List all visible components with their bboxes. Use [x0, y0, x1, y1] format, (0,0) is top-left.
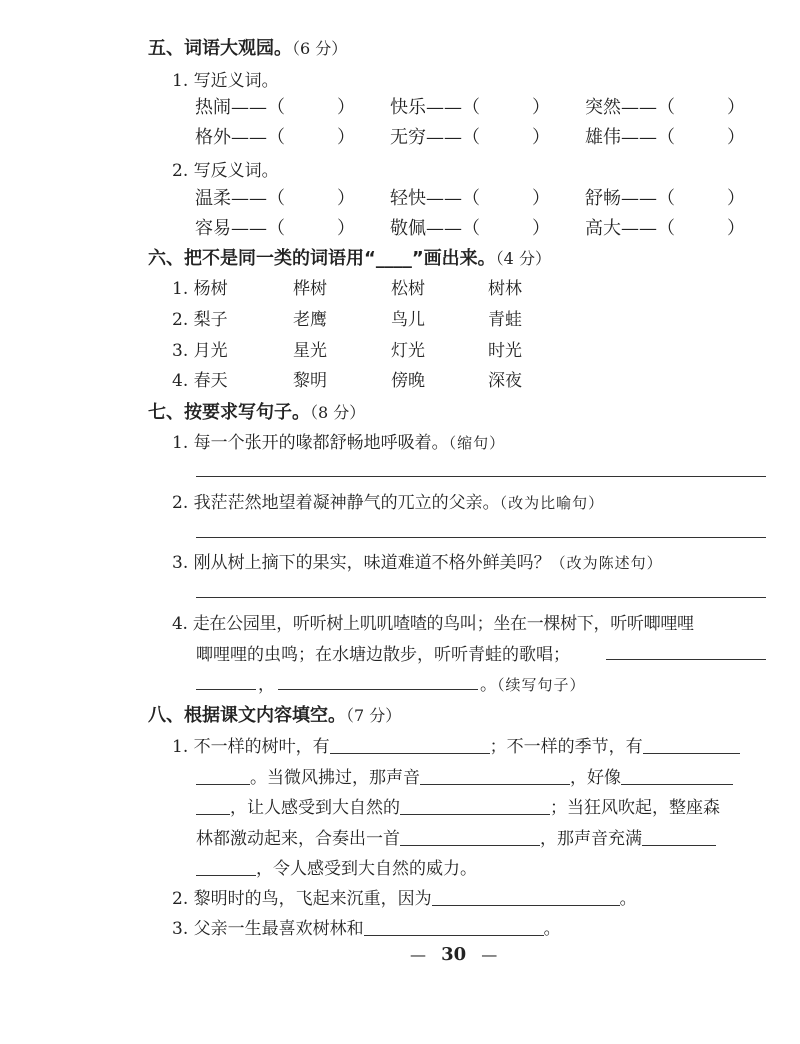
section-8-q1-line4: 林都激动起来，合奏出一首 ，那声音充满 [196, 824, 716, 849]
antonym-item: 高大——（ [585, 218, 675, 239]
close-paren: ） [727, 127, 745, 148]
synonym-item: 热闹——（ [195, 97, 285, 118]
close-paren: ） [337, 218, 355, 239]
section-8-title: 八、根据课文内容填空。 [148, 705, 346, 726]
section-8-q1-line2: 。当微风拂过，那声音 ，好像 [196, 763, 733, 788]
section-8-q1-line1: 1. 不一样的树叶，有 ；不一样的季节，有 [172, 732, 740, 757]
word-cell: 星光 [293, 341, 327, 361]
page-number-footer [410, 944, 497, 965]
synonym-item: 无穷——（ [390, 127, 480, 148]
word-cell: 青蛙 [488, 310, 522, 330]
section-5-heading [148, 34, 347, 60]
section-8-points: （7 分） [346, 706, 402, 725]
fill-blank[interactable] [420, 768, 570, 785]
section-7-heading [148, 398, 365, 424]
section-7-title: 七、按要求写句子。 [148, 402, 310, 423]
synonym-item: 快乐——（ [390, 97, 480, 118]
word-cell: 鸟儿 [391, 310, 425, 330]
close-paren: ） [727, 218, 745, 239]
answer-line[interactable] [606, 659, 766, 660]
fill-blank[interactable] [643, 737, 740, 754]
close-paren: ） [337, 127, 355, 148]
word-cell: 老鹰 [293, 310, 327, 330]
answer-line[interactable] [196, 476, 766, 477]
word-cell: 黎明 [293, 371, 327, 391]
synonym-item: 雄伟——（ [585, 127, 675, 148]
word-cell: 桦树 [293, 279, 327, 299]
close-paren: ） [532, 127, 550, 148]
section-6-title: 六、把不是同一类的词语用“____”画出来。 [148, 248, 496, 269]
section-5-q1-title: 1. 写近义词。 [172, 71, 279, 91]
word-cell: 2. 梨子 [172, 310, 228, 330]
word-cell: 松树 [391, 279, 425, 299]
word-cell: 傍晚 [391, 371, 425, 391]
word-cell: 3. 月光 [172, 341, 228, 361]
antonym-item: 温柔——（ [195, 188, 285, 209]
answer-line[interactable] [196, 689, 256, 690]
close-paren: ） [337, 97, 355, 118]
word-cell: 深夜 [488, 371, 522, 391]
close-paren: ） [727, 188, 745, 209]
word-cell: 1. 杨树 [172, 279, 228, 299]
fill-blank[interactable] [400, 829, 540, 846]
fill-blank[interactable] [330, 737, 490, 754]
word-cell: 4. 春天 [172, 371, 228, 391]
section-8-q2: 2. 黎明时的鸟，飞起来沉重，因为 。 [172, 889, 637, 909]
fill-blank[interactable] [400, 798, 550, 815]
section-7-q4-line1: 4. 走在公园里，听听树上叽叽喳喳的鸟叫；坐在一棵树下，听听唧哩哩 [172, 614, 694, 634]
antonym-item: 舒畅——（ [585, 188, 675, 209]
synonym-item: 突然——（ [585, 97, 675, 118]
close-paren: ） [727, 97, 745, 118]
answer-line[interactable] [196, 537, 766, 538]
word-cell: 树林 [488, 279, 522, 299]
section-5-title: 五、词语大观园。 [148, 38, 292, 59]
q4-comma: ， [258, 675, 275, 695]
page-dash-left: — [410, 945, 426, 964]
antonym-item: 敬佩——（ [390, 218, 480, 239]
close-paren: ） [532, 218, 550, 239]
q4-end: 。（续写句子） [480, 675, 586, 695]
section-5-points: （6 分） [292, 39, 348, 58]
synonym-item: 格外——（ [195, 127, 285, 148]
antonym-item: 轻快——（ [390, 188, 480, 209]
answer-line[interactable] [196, 597, 766, 598]
section-8-q1-line5: ，令人感受到大自然的威力。 [196, 854, 477, 879]
fill-blank[interactable] [432, 889, 620, 906]
section-8-heading [148, 701, 401, 727]
answer-line[interactable] [278, 689, 478, 690]
fill-blank[interactable] [621, 768, 733, 785]
section-7-q3: 3. 刚从树上摘下的果实，味道难道不格外鲜美吗？（改为陈述句） [172, 553, 663, 573]
antonym-item: 容易——（ [195, 218, 285, 239]
word-cell: 时光 [488, 341, 522, 361]
section-7-q1: 1. 每一个张开的喙都舒畅地呼吸着。（缩句） [172, 433, 506, 453]
section-7-q2: 2. 我茫茫然地望着凝神静气的兀立的父亲。（改为比喻句） [172, 493, 605, 513]
close-paren: ） [532, 188, 550, 209]
close-paren: ） [337, 188, 355, 209]
section-8-q3: 3. 父亲一生最喜欢树林和 。 [172, 919, 561, 939]
section-6-heading [148, 244, 551, 270]
fill-blank[interactable] [196, 798, 230, 815]
section-5-q2-title: 2. 写反义词。 [172, 161, 279, 181]
section-7-q4-line2: 唧哩哩的虫鸣；在水塘边散步，听听青蛙的歌唱； [196, 645, 570, 665]
page-number: 30 [441, 944, 467, 965]
page-dash-right: — [481, 945, 498, 964]
section-6-points: （4 分） [495, 249, 551, 268]
fill-blank[interactable] [196, 859, 256, 876]
section-7-points: （8 分） [310, 403, 366, 422]
fill-blank[interactable] [642, 829, 716, 846]
fill-blank[interactable] [364, 919, 544, 936]
close-paren: ） [532, 97, 550, 118]
section-8-q1-line3: ，让人感受到大自然的 ；当狂风吹起，整座森 [196, 793, 720, 818]
fill-blank[interactable] [196, 768, 250, 785]
word-cell: 灯光 [391, 341, 425, 361]
